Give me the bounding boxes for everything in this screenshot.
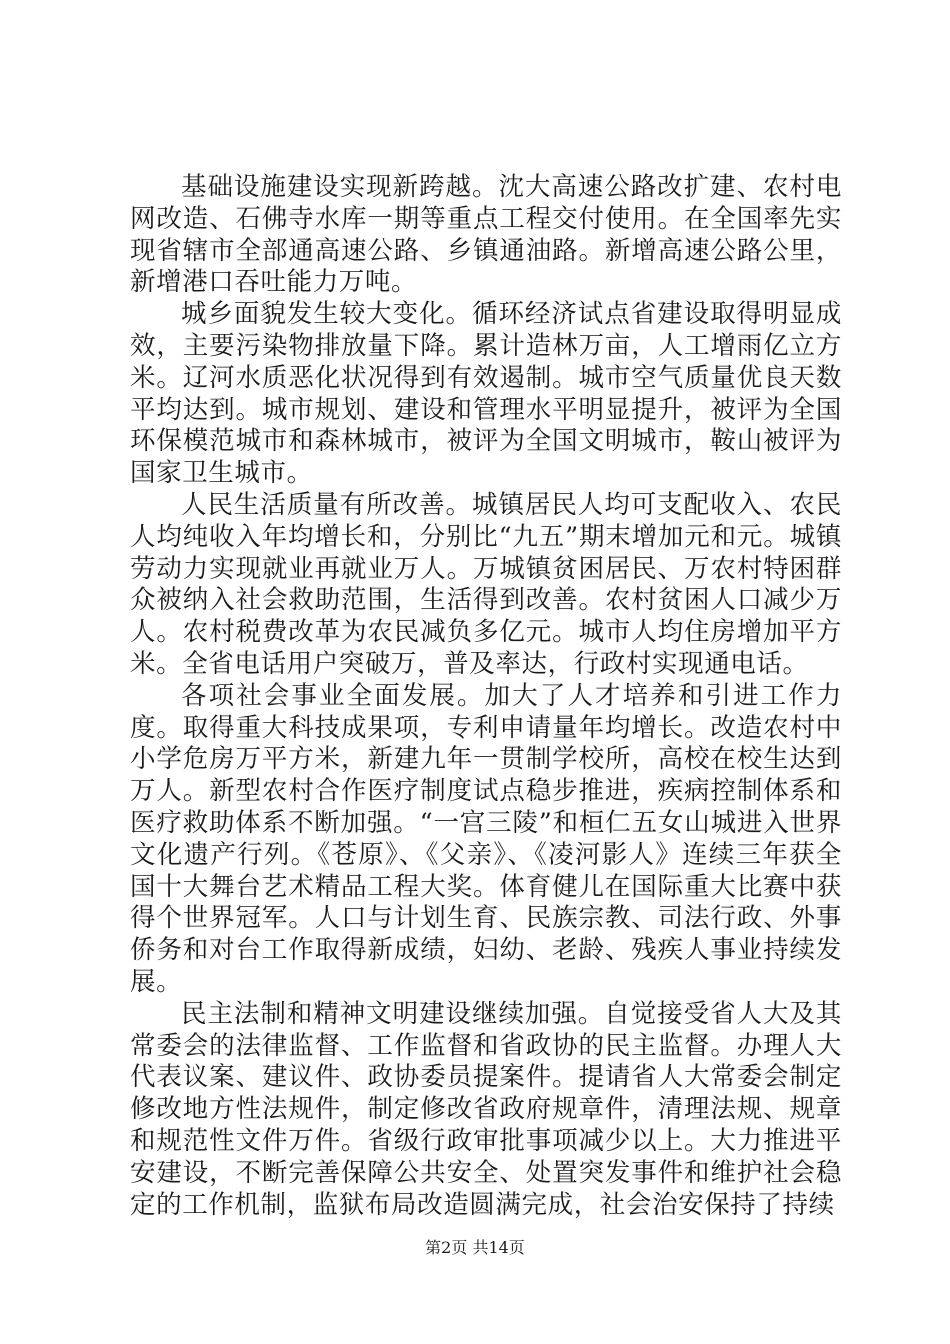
page-number-footer: 第2页 共14页 <box>425 1238 525 1257</box>
document-body <box>130 172 842 1221</box>
paragraph-social-undertakings: 各项社会事业全面发展。加大了人才培养和引进工作力度。取得重大科技成果项，专利申请量年均增长。改造农村中小学危房万平方米，新建九年一贯制学校所，高校在校生达到万人。新型农村合作医疗制度试点稳步推进，疾病控制体系和医疗救助体系不断加强。“一宫三陵”和桓仁五女山城进入世界文化遗产行列。《苍原》、《父亲》、《凌河影人》连续三年获全国十大舞台艺术精品工程大奖。体育健儿在国际重大比赛中获得个世界冠军。人口与计划生育、民族宗教、司法行政、外事侨务和对台工作取得新成绩，妇幼、老龄、残疾人事业持续发展。 <box>130 680 842 997</box>
paragraph-democracy-legal: 民主法制和精神文明建设继续加强。自觉接受省人大及其常委会的法律监督、工作监督和省政协的民主监督。办理人大代表议案、建议件、政协委员提案件。提请省人大常委会制定修改地方性法规件，制定修改省政府规章件，清理法规、规章和规范性文件万件。省级行政审批事项减少以上。大力推进平安建设，不断完善保障公共安全、处置突发事件和维护社会稳定的工作机制，监狱布局改造圆满完成，社会治安保持了持续 <box>130 998 842 1220</box>
paragraph-infrastructure: 基础设施建设实现新跨越。沈大高速公路改扩建、农村电网改造、石佛寺水库一期等重点工程交付使用。在全国率先实现省辖市全部通高速公路、乡镇通油路。新增高速公路公里，新增港口吞吐能力万吨。 <box>130 172 842 298</box>
paragraph-living-standards: 人民生活质量有所改善。城镇居民人均可支配收入、农民人均纯收入年均增长和，分别比“九五”期末增加元和元。城镇劳动力实现就业再就业万人。万城镇贫困居民、万农村特困群众被纳入社会救助范围，生活得到改善。农村贫困人口减少万人。农村税费改革为农民减负多亿元。城市人均住房增加平方米。全省电话用户突破万，普及率达，行政村实现通电话。 <box>130 489 842 679</box>
paragraph-urban-rural: 城乡面貌发生较大变化。循环经济试点省建设取得明显成效，主要污染物排放量下降。累计造林万亩，人工增雨亿立方米。辽河水质恶化状况得到有效遏制。城市空气质量优良天数平均达到。城市规划、建设和管理水平明显提升，被评为全国环保模范城市和森林城市，被评为全国文明城市，鞍山被评为国家卫生城市。 <box>130 299 842 489</box>
